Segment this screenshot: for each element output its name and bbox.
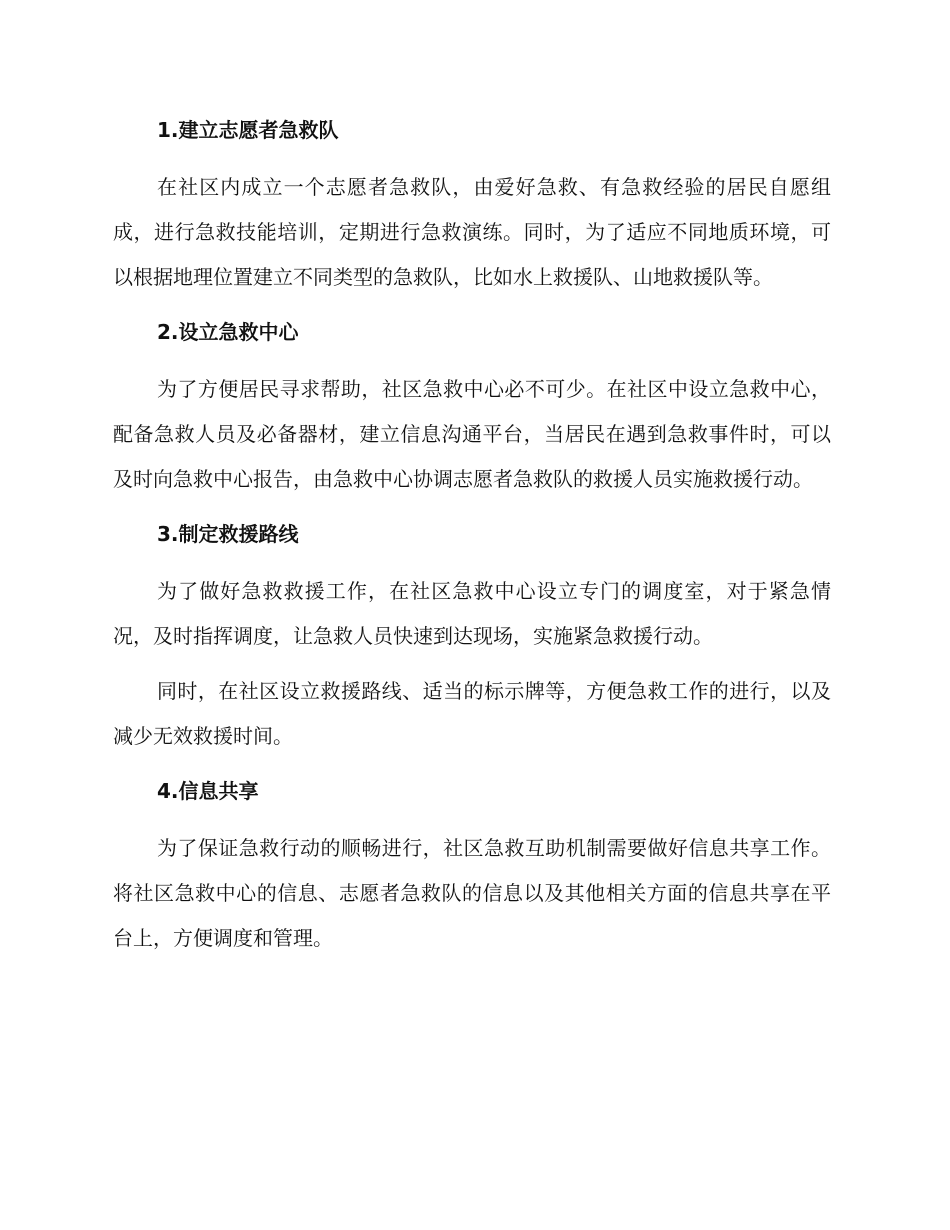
section-heading-1: 1.建立志愿者急救队 [157,118,339,142]
section-3-paragraph-2: 同时，在社区设立救援路线、适当的标示牌等，方便急救工作的进行，以及减少无效救援时间。 [113,679,831,748]
section-heading-3: 3.制定救援路线 [157,522,299,546]
section-2-paragraph-1: 为了方便居民寻求帮助，社区急救中心必不可少。在社区中设立急救中心，配备急救人员及必备器材，建立信息沟通平台，当居民在遇到急救事件时，可以及时向急救中心报告，由急救中心协调志愿者急救队的救援人员实施救援行动。 [113,377,831,491]
section-1-paragraph-1: 在社区内成立一个志愿者急救队，由爱好急救、有急救经验的居民自愿组成，进行急救技能培训，定期进行急救演练。同时，为了适应不同地质环境，可以根据地理位置建立不同类型的急救队，比如水上救援队、山地救援队等。 [113,175,831,289]
section-4-paragraph-1: 为了保证急救行动的顺畅进行，社区急救互助机制需要做好信息共享工作。将社区急救中心的信息、志愿者急救队的信息以及其他相关方面的信息共享在平台上，方便调度和管理。 [113,836,831,950]
section-heading-4: 4.信息共享 [157,779,259,803]
document-page [113,108,831,961]
section-heading-2: 2.设立急救中心 [157,320,299,344]
section-3-paragraph-1: 为了做好急救救援工作，在社区急救中心设立专门的调度室，对于紧急情况，及时指挥调度，让急救人员快速到达现场，实施紧急救援行动。 [113,579,831,648]
